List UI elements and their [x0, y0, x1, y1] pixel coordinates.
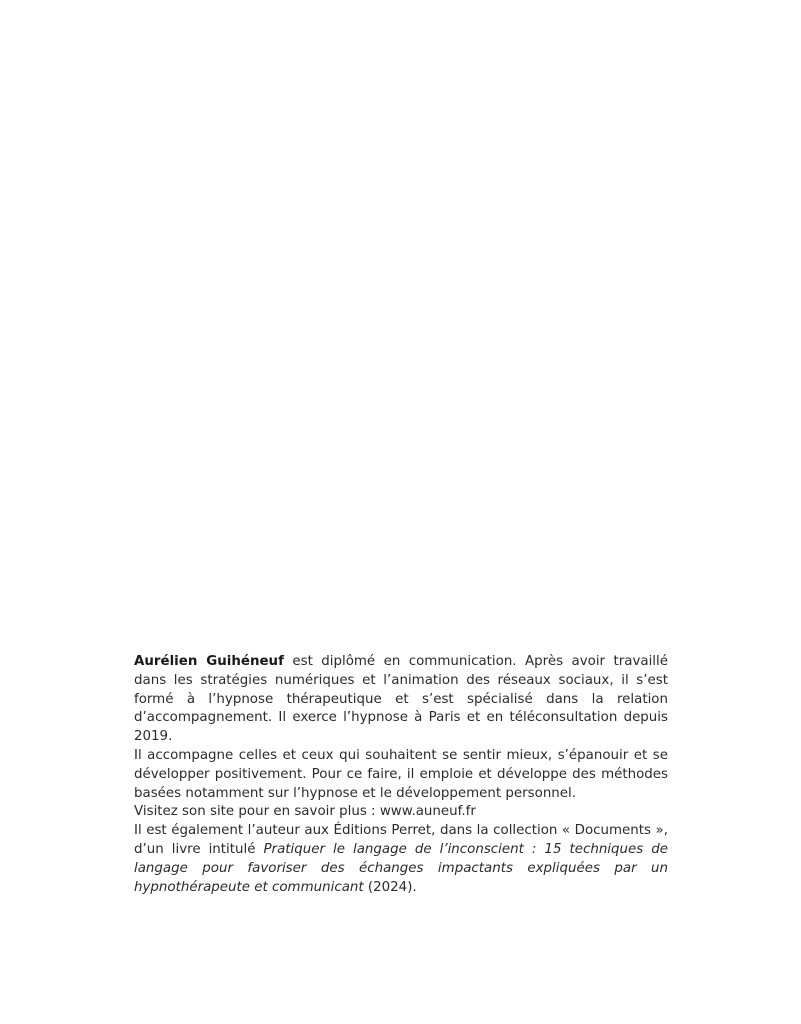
book-title: Pratiquer le langage de l’inconscient : 15 techniques de langage pour favoriser des échanges impactants expliquées par un hypnothérapeute et communicant [134, 841, 668, 895]
author-bio [134, 653, 668, 897]
website-prefix: Visitez son site pour en savoir plus : [134, 804, 380, 820]
author-name: Aurélien Guihéneuf [134, 654, 284, 669]
bio-paragraph-3 [134, 803, 668, 822]
bio-paragraph-1-text: est diplômé en communication. Après avoir travaillé dans les stratégies numériques et l’animation des réseaux sociaux, il s’est formé à l’hypnose thérapeutique et s’est spécialisé dans la relation d’accompagnement. Il exerce l’hypnose à Paris et en téléconsultation depuis 2019. [134, 654, 668, 745]
bio-paragraph-4 [134, 822, 668, 897]
bio-paragraph-2: Il accompagne celles et ceux qui souhaitent se sentir mieux, s’épanouir et se développer positivement. Pour ce faire, il emploie et développe des méthodes basées notamment sur l’hypnose et le développement personnel. [134, 747, 668, 801]
bio-paragraph-1 [134, 653, 668, 747]
website-text: www.auneuf.fr [379, 804, 476, 820]
book-suffix: (2024). [363, 879, 417, 895]
book-prefix: Il est également l’auteur aux Éditions Perret, dans la collection « Documents », d’un livre intitulé [134, 823, 668, 857]
